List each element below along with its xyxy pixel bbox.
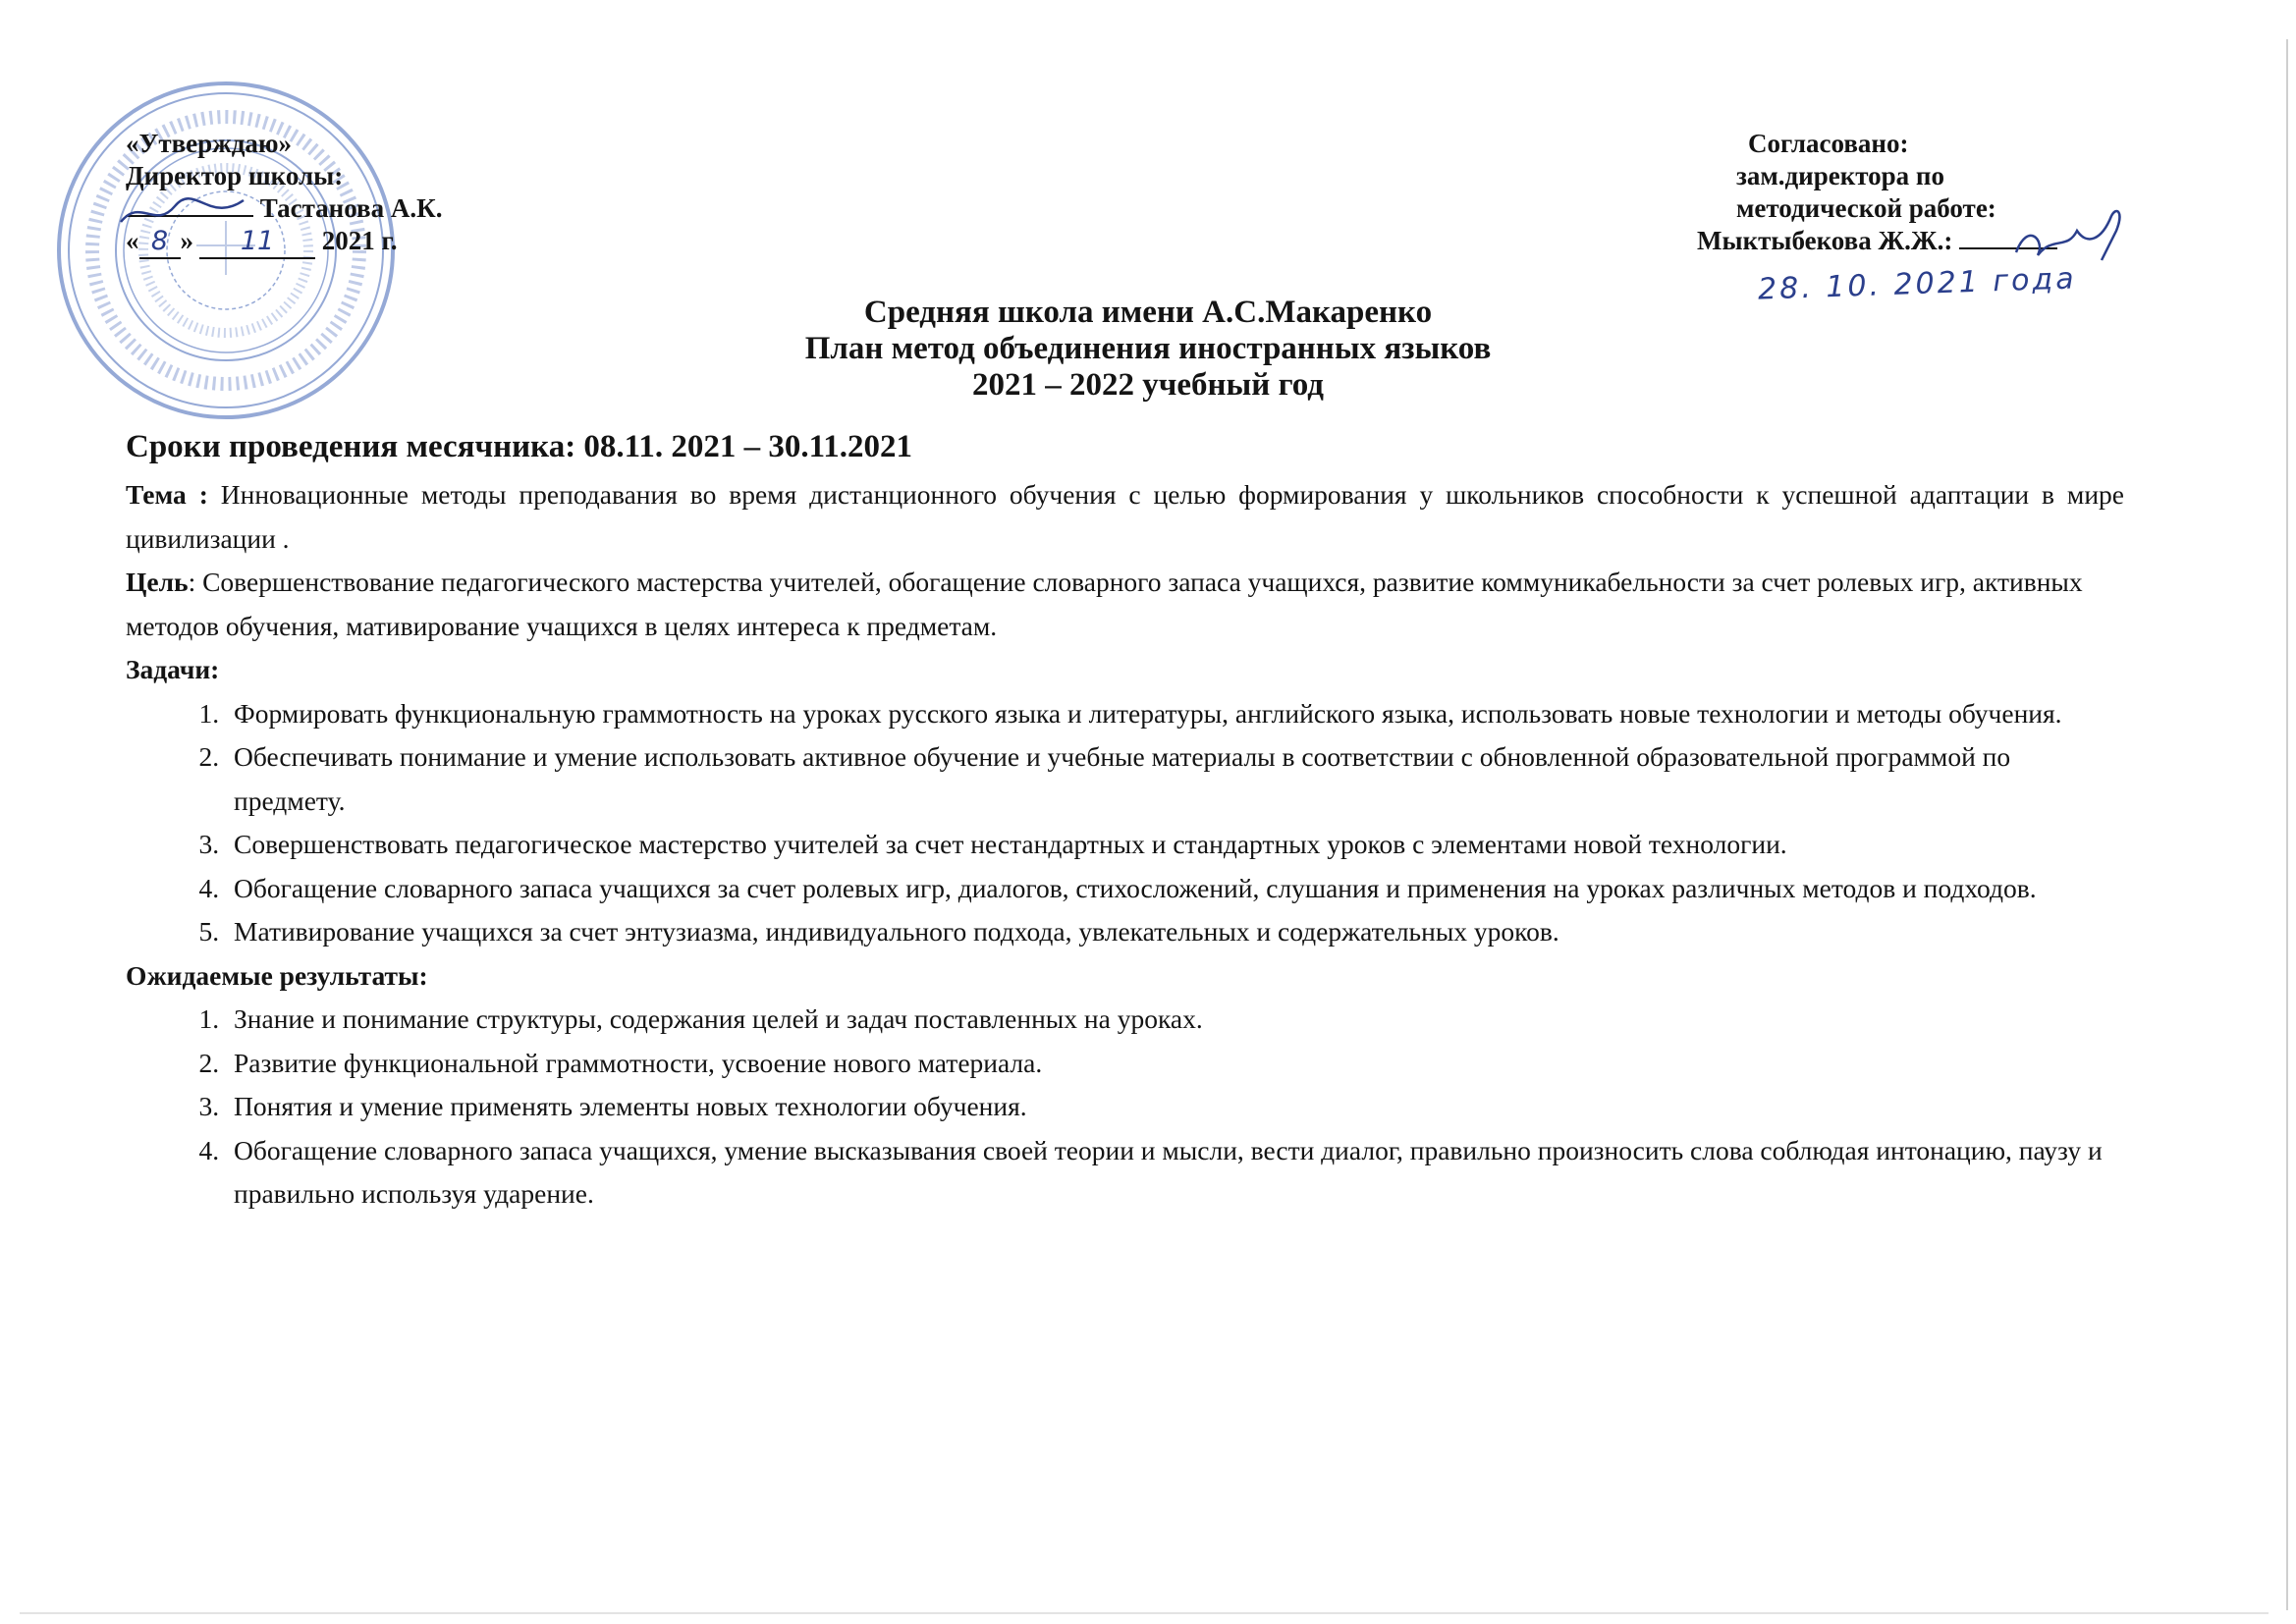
- list-item: 2. Развитие функциональной граммотности, усвоение нового материала.: [226, 1042, 2124, 1086]
- document-body: [126, 473, 2124, 1217]
- results-label: Ожидаемые результаты:: [126, 959, 428, 991]
- theme-paragraph: [126, 473, 2124, 561]
- approval-title: «Утверждаю»: [126, 129, 293, 158]
- goal-paragraph: [126, 561, 2124, 648]
- approval-day: 8: [150, 226, 169, 256]
- deputy-signature: [2008, 201, 2136, 270]
- approval-year: 2021 г.: [321, 226, 398, 255]
- dates-heading: Сроки проведения месячника: 08.11. 2021 – 30.11.2021: [126, 429, 913, 464]
- director-name: Тастанова А.К.: [259, 193, 443, 223]
- theme-label: Тема :: [126, 479, 208, 510]
- list-item: 4. Обогащение словарного запаса учащихся, умение высказывания своей теории и мысли, вести диалог, правильно произносить слова соблюдая интонацию, паузу и правильно используя ударение.: [226, 1129, 2124, 1217]
- director-signature: [116, 192, 253, 232]
- agreement-name-line: [1697, 225, 2057, 257]
- list-item: 1. Знание и понимание структуры, содержания целей и задач поставленных на уроках.: [226, 998, 2124, 1042]
- agreement-date: 28. 10. 2021 года: [1757, 261, 2078, 307]
- agreement-block: [1697, 128, 2057, 257]
- list-item: 1. Формировать функциональную граммотность на уроках русского языка и литературы, английского языка, использовать новые технологии и методы обучения.: [226, 692, 2124, 736]
- list-item: 3. Совершенствовать педагогическое мастерство учителей за счет нестандартных и стандартных уроков с элементами новой технологии.: [226, 823, 2124, 867]
- list-item: 4. Обогащение словарного запаса учащихся за счет ролевых игр, диалогов, стихосложений, слушания и применения на уроках различных методов и подходов.: [226, 867, 2124, 911]
- scan-edge-right: [2286, 39, 2288, 1610]
- agreement-position-2: методической работе:: [1736, 193, 1996, 223]
- results-list: [126, 998, 2124, 1217]
- theme-text: Инновационные методы преподавания во время дистанционного обучения с целью формирования у школьников способности к успешной адаптации в мире цивилизации .: [126, 479, 2124, 554]
- document-titles: [0, 295, 2296, 404]
- approval-month: 11: [240, 226, 275, 256]
- date-quote-close: »: [180, 226, 193, 255]
- date-quote-open: «: [126, 226, 139, 255]
- scan-edge-bottom: [20, 1612, 2269, 1614]
- school-title: Средняя школа имени А.С.Макаренко: [863, 295, 1433, 330]
- list-item: 3. Понятия и умение применять элементы новых технологии обучения.: [226, 1085, 2124, 1129]
- tasks-list: [126, 692, 2124, 954]
- plan-title: План метод объединения иностранных языков: [804, 331, 1492, 366]
- agreement-title: Согласовано:: [1748, 129, 1909, 158]
- goal-text: : Совершенствование педагогического мастерства учителей, обогащение словарного запаса учащихся, развитие коммуникабельности за счет ролевых игр, активных методов обучения, мативирование учащихся в целях интереса к предметам.: [126, 567, 2083, 641]
- year-title: 2021 – 2022 учебный год: [972, 367, 1324, 403]
- approval-position: Директор школы:: [126, 161, 344, 190]
- goal-label: Цель: [126, 567, 189, 597]
- agreement-position-1: зам.директора по: [1736, 161, 1944, 190]
- deputy-name: Мыктыбекова Ж.Ж.:: [1697, 226, 1953, 255]
- tasks-label: Задачи:: [126, 654, 220, 684]
- list-item: 2. Обеспечивать понимание и умение использовать активное обучение и учебные материалы в соответствии с обновленной образовательной программой по предмету.: [226, 735, 2124, 823]
- list-item: 5. Мативирование учащихся за счет энтузиазма, индивидуального подхода, увлекательных и содержательных уроков.: [226, 910, 2124, 954]
